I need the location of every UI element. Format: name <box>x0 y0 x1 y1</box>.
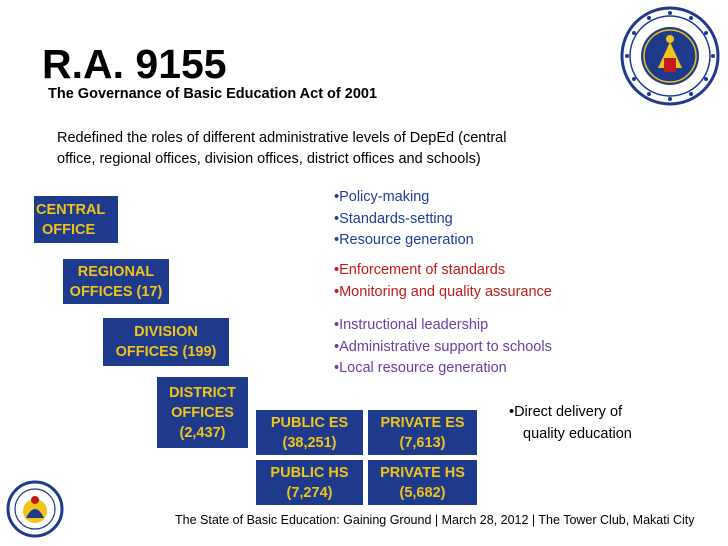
central-role-item: • Standards-setting <box>334 209 474 231</box>
district-offices-label-1: DISTRICT <box>169 384 236 401</box>
division-offices-label-2: OFFICES (199) <box>115 344 217 360</box>
private-hs-box <box>368 460 477 505</box>
public-es-label-2: (38,251) <box>282 434 337 451</box>
regional-role-item: • Monitoring and quality assurance <box>334 282 552 304</box>
regional-roles-list <box>334 260 552 303</box>
deped-seal-icon <box>620 6 720 106</box>
regional-role-item: • Enforcement of standards <box>334 260 552 282</box>
footer-text: The State of Basic Education: Gaining Ground | March 28, 2012 | The Tower Club, Makati City <box>175 513 695 527</box>
public-hs-label-1: PUBLIC HS <box>270 464 349 481</box>
description-text <box>57 128 617 170</box>
private-hs-label-1: PRIVATE HS <box>380 464 465 481</box>
division-offices-box <box>103 318 229 366</box>
description-line-1: Redefined the roles of different administrative levels of DepEd (central <box>57 130 507 146</box>
public-hs-box <box>256 460 363 505</box>
education-for-all-logo-icon <box>6 478 64 540</box>
schools-role-line-1: • Direct delivery of <box>509 402 632 424</box>
schools-role-line-2: quality education <box>523 425 632 442</box>
schools-role-list <box>509 402 632 445</box>
district-offices-label-2: OFFICES <box>171 404 234 421</box>
central-role-item: • Resource generation <box>334 230 474 252</box>
central-roles-list <box>334 187 474 252</box>
private-es-label-1: PRIVATE ES <box>380 414 465 431</box>
district-offices-box <box>157 377 248 448</box>
central-role-item: • Policy-making <box>334 187 474 209</box>
private-hs-label-2: (5,682) <box>399 484 446 501</box>
private-es-label-2: (7,613) <box>399 434 446 451</box>
regional-offices-label-2: OFFICES (17) <box>69 283 163 300</box>
division-role-item: • Local resource generation <box>334 358 552 380</box>
description-line-2: office, regional offices, division offices, district offices and schools) <box>57 151 481 167</box>
slide-subtitle: The Governance of Basic Education Act of 2001 <box>48 86 378 102</box>
public-es-box <box>256 410 363 455</box>
slide-title: R.A. 9155 <box>42 41 227 87</box>
division-role-item: • Instructional leadership <box>334 315 552 337</box>
division-offices-label-1: DIVISION <box>134 324 198 340</box>
district-offices-label-3: (2,437) <box>179 424 226 441</box>
central-office-label-1: CENTRAL <box>36 201 106 218</box>
public-es-label-1: PUBLIC ES <box>270 414 349 431</box>
central-office-label-2: OFFICE <box>42 221 96 238</box>
division-role-item: • Administrative support to schools <box>334 337 552 359</box>
regional-offices-box <box>63 259 169 304</box>
division-roles-list <box>334 315 552 380</box>
public-hs-label-2: (7,274) <box>286 484 333 501</box>
regional-offices-label-1: REGIONAL <box>77 263 155 280</box>
central-office-box <box>34 196 118 243</box>
private-es-box <box>368 410 477 455</box>
